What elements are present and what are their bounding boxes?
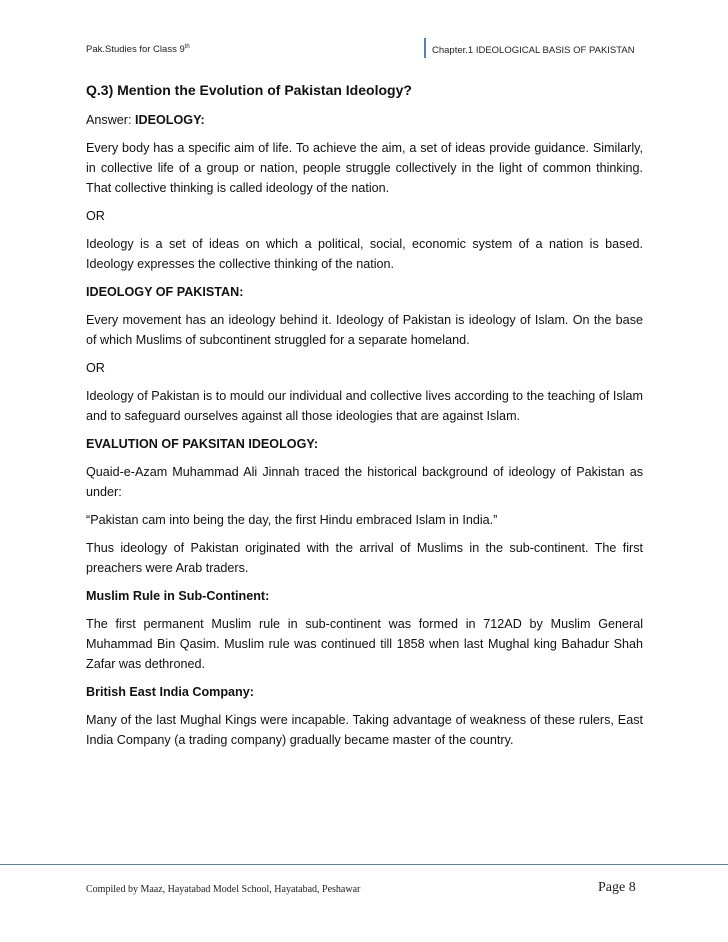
paragraph-ideology-of-pakistan-alt: Ideology of Pakistan is to mould our individual and collective lives according to the teaching of Islam and to safeguard ourselves against all those ideologies that are against Islam. xyxy=(86,389,643,423)
paragraph-quaid-e-azam: Quaid-e-Azam Muhammad Ali Jinnah traced the historical background of ideology of Pakistan as under: xyxy=(86,465,643,499)
header-subject xyxy=(86,44,190,55)
paragraph-origin: Thus ideology of Pakistan originated with the arrival of Muslims in the sub-continent. The first preachers were Arab traders. xyxy=(86,541,643,575)
answer-label: Answer: xyxy=(86,113,132,127)
section-heading-muslim-rule: Muslim Rule in Sub-Continent: xyxy=(86,589,270,603)
paragraph-ideology-of-pakistan: Every movement has an ideology behind it. Ideology of Pakistan is ideology of Islam. On the base of which Muslims of subcontinent struggled for a separate homeland. xyxy=(86,313,643,347)
section-heading-evolution: EVALUTION OF PAKSITAN IDEOLOGY: xyxy=(86,437,319,451)
paragraph-east-india-company: Many of the last Mughal Kings were incapable. Taking advantage of weakness of these rulers, East India Company (a trading company) gradually became master of the country. xyxy=(86,713,643,747)
header-subject-text: Pak.Studies for Class 9 xyxy=(86,44,185,56)
or-separator-1: OR xyxy=(86,209,105,223)
paragraph-ideology-alt-definition: Ideology is a set of ideas on which a political, social, economic system of a nation is based. Ideology expresses the collective thinking of the nation. xyxy=(86,237,643,271)
paragraph-ideology-definition: Every body has a specific aim of life. To achieve the aim, a set of ideas provide guidance. Similarly, in collective life of a group or nation, people struggle collectively in the light of common thinking. That collective thinking is called ideology of the nation. xyxy=(86,141,643,195)
page-number: Page 8 xyxy=(598,880,636,895)
header-subject-sup: th xyxy=(184,44,190,50)
question-heading: Q.3) Mention the Evolution of Pakistan Ideology? xyxy=(86,82,412,98)
answer-line xyxy=(86,110,643,130)
header-chapter: Chapter.1 IDEOLOGICAL BASIS OF PAKISTAN xyxy=(424,38,635,58)
answer-heading: IDEOLOGY: xyxy=(135,113,205,127)
footer-credit: Compiled by Maaz, Hayatabad Model School, Hayatabad, Peshawar xyxy=(86,884,361,895)
footer-divider xyxy=(0,864,728,865)
quote: “Pakistan cam into being the day, the first Hindu embraced Islam in India.” xyxy=(86,513,498,527)
paragraph-muslim-rule: The first permanent Muslim rule in sub-continent was formed in 712AD by Muslim General Muhammad Bin Qasim. Muslim rule was continued till 1858 when last Mughal king Bahadur Shah Zafar was dethroned. xyxy=(86,617,643,671)
section-heading-east-india-company: British East India Company: xyxy=(86,685,254,699)
or-separator-2: OR xyxy=(86,361,105,375)
section-heading-ideology-of-pakistan: IDEOLOGY OF PAKISTAN: xyxy=(86,285,244,299)
page-content xyxy=(86,80,643,758)
